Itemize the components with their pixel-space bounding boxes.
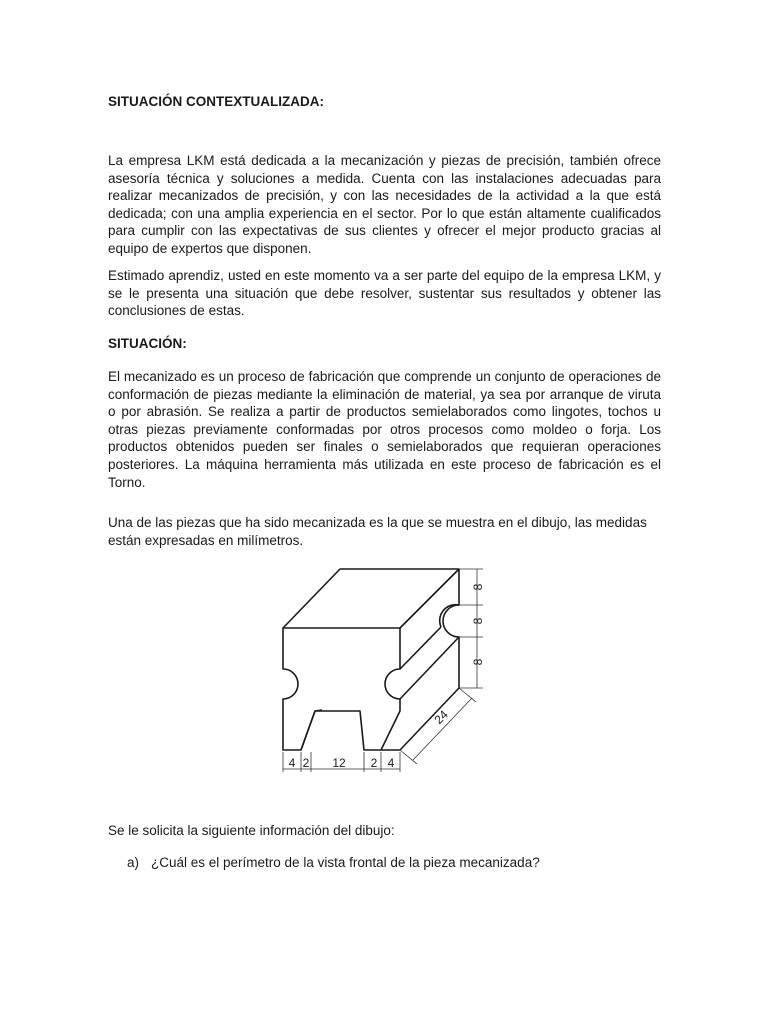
slot-inner-edge — [315, 710, 322, 711]
machined-piece-drawing — [276, 562, 486, 777]
request-text: Se le solicita la siguiente información del dibujo: — [108, 823, 395, 838]
top-face — [283, 569, 459, 628]
dim-right-middle: 8 — [471, 617, 485, 625]
paragraph-apprentice-intro: Estimado aprendiz, usted en este momento va a ser parte del equipo de la empresa LKM, y se le presenta una situación que debe resolver, sustentar sus resultados y obtener las conclusiones de estas. — [108, 268, 661, 319]
heading-situacion: SITUACIÓN: — [108, 336, 187, 351]
groove-edge-bottom — [400, 637, 459, 699]
dim-right-top: 8 — [471, 583, 485, 591]
dim-right-bottom: 8 — [471, 658, 485, 666]
isometric-drawing — [276, 562, 486, 777]
piece-outline — [283, 569, 459, 750]
dim-bottom-2: 2 — [302, 756, 310, 770]
dim-bottom-3: 12 — [332, 756, 346, 770]
dim-bottom-4: 2 — [370, 756, 378, 770]
paragraph-piece-intro: Una de las piezas que ha sido mecanizada es la que se muestra en el dibujo, las medidas están expresadas en milímetros. — [108, 515, 647, 548]
dim-depth: 24 — [431, 707, 451, 727]
front-face — [283, 628, 400, 750]
question-a-text: ¿Cuál es el perímetro de la vista frontal de la pieza mecanizada? — [151, 855, 540, 870]
heading-situacion-contextualizada: SITUACIÓN CONTEXTUALIZADA: — [108, 94, 324, 109]
question-a-label: a) — [127, 855, 140, 870]
paragraph-company-intro: La empresa LKM está dedicada a la mecanización y piezas de precisión, también ofrece asesoría técnica y soluciones a medida. Cuenta con las instalaciones adecuadas para realizar mecanizados de precisión, y con las necesidades de la actividad a la que está dedicada; con una amplia experiencia en el sector. Por lo que están altamente cualificados para cumplir con las expectativas de sus clientes y ofrecer el mejor producto gracias al equipo de expertos que disponen. — [108, 153, 661, 256]
paragraph-machining-description: El mecanizado es un proceso de fabricación que comprende un conjunto de operaciones de conformación de piezas mediante la eliminación de material, ya sea por arranque de viruta o por abrasión. Se realiza a partir de productos semielaborados como lingotes, tochos u otras piezas previamente conformadas por otros procesos como moldeo o forja. Los productos obtenidos pueden ser finales o semielaborados que requieran operaciones posteriores. La máquina herramienta más utilizada en este proceso de fabricación es el Torno. — [108, 369, 661, 490]
dim-bottom-1: 4 — [288, 756, 296, 770]
question-a — [127, 855, 540, 870]
dim-bottom-5: 4 — [387, 756, 395, 770]
